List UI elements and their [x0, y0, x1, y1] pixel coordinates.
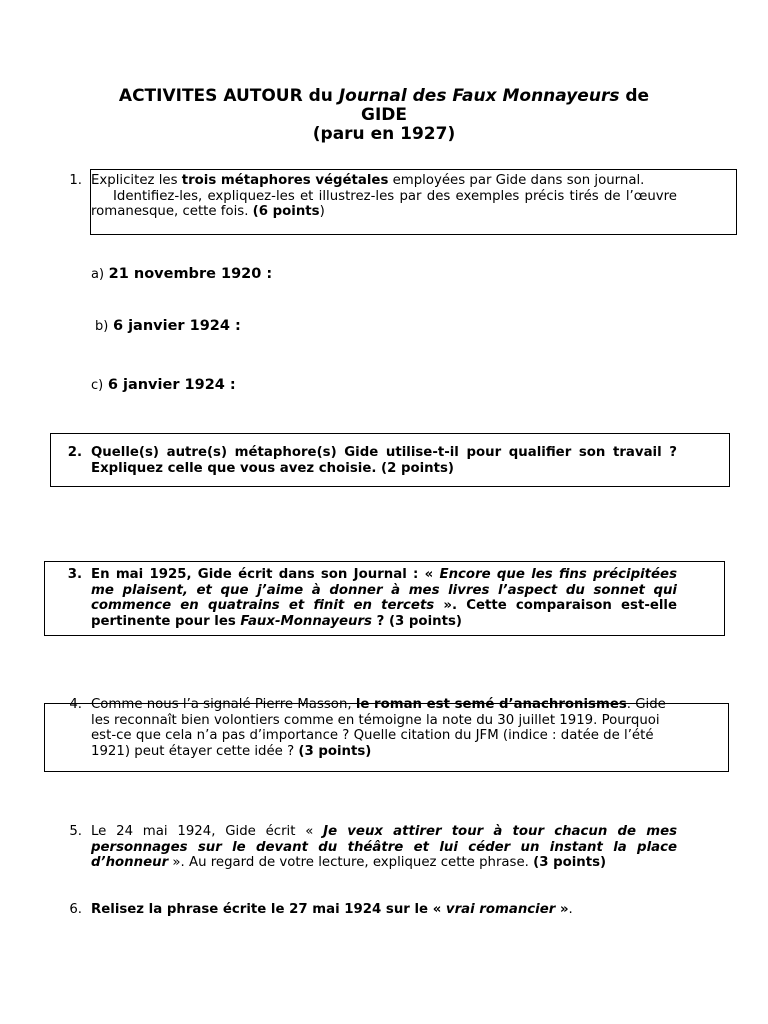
- question-5-text: Le 24 mai 1924, Gide écrit « Je veux attirer tour à tour chacun de mes personnages sur le devant du théâtre et lui céder un instant la place d’honneur ». Au regard de votre lecture, expliquez cette phrase. (3 points): [91, 824, 678, 870]
- sub-item-a: a) 21 novembre 1920 :: [91, 266, 273, 282]
- title-author: GIDE: [360, 105, 407, 125]
- title-date: (paru en 1927): [312, 124, 456, 144]
- question-5-number: 5.: [69, 824, 82, 839]
- question-1-text: Explicitez les trois métaphores végétales employées par Gide dans son journal. Identifiez-les, expliquez-les et illustrez-les par des exemples précis tirés de l’œuvre romanesque, cette fois. (6 points): [91, 173, 677, 219]
- title-italic: Journal des Faux Monnayeurs: [338, 86, 620, 106]
- document-title: ACTIVITES AUTOUR du Journal des Faux Monnayeurs de GIDE (paru en 1927): [118, 86, 650, 144]
- question-4-text: Comme nous l’a signalé Pierre Masson, le roman est semé d’anachronismes. Gide les reconnaît bien volontiers comme en témoigne la note du 30 juillet 1919. Pourquoi est-ce que cela n’a pas d’importance ? Quelle citation du JFM (indice : datée de l’été 1921) peut étayer cette idée ? (3 points): [91, 697, 666, 759]
- question-2-text: Quelle(s) autre(s) métaphore(s) Gide utilise-t-il pour qualifier son travail ? Expliquez celle que vous avez choisie. (2 points): [91, 445, 677, 476]
- question-2-number: 2.: [67, 445, 82, 460]
- sub-item-b: b) 6 janvier 1924 :: [95, 318, 241, 334]
- sub-item-c: c) 6 janvier 1924 :: [91, 377, 236, 393]
- question-3-number: 3.: [67, 567, 82, 582]
- question-6-text: Relisez la phrase écrite le 27 mai 1924 sur le « vrai romancier ».: [91, 902, 573, 917]
- question-3-text: En mai 1925, Gide écrit dans son Journal : « Encore que les fins précipitées me plaisent, et que j’aime à donner à mes livres l’aspect du sonnet qui commence en quatrains et finit en tercets ». Cette comparaison est-elle pertinente pour les Faux-Monnayeurs ? (3 points): [91, 567, 678, 629]
- question-1-number: 1.: [69, 173, 82, 188]
- question-4-number: 4.: [69, 697, 82, 712]
- question-6-number: 6.: [69, 902, 82, 917]
